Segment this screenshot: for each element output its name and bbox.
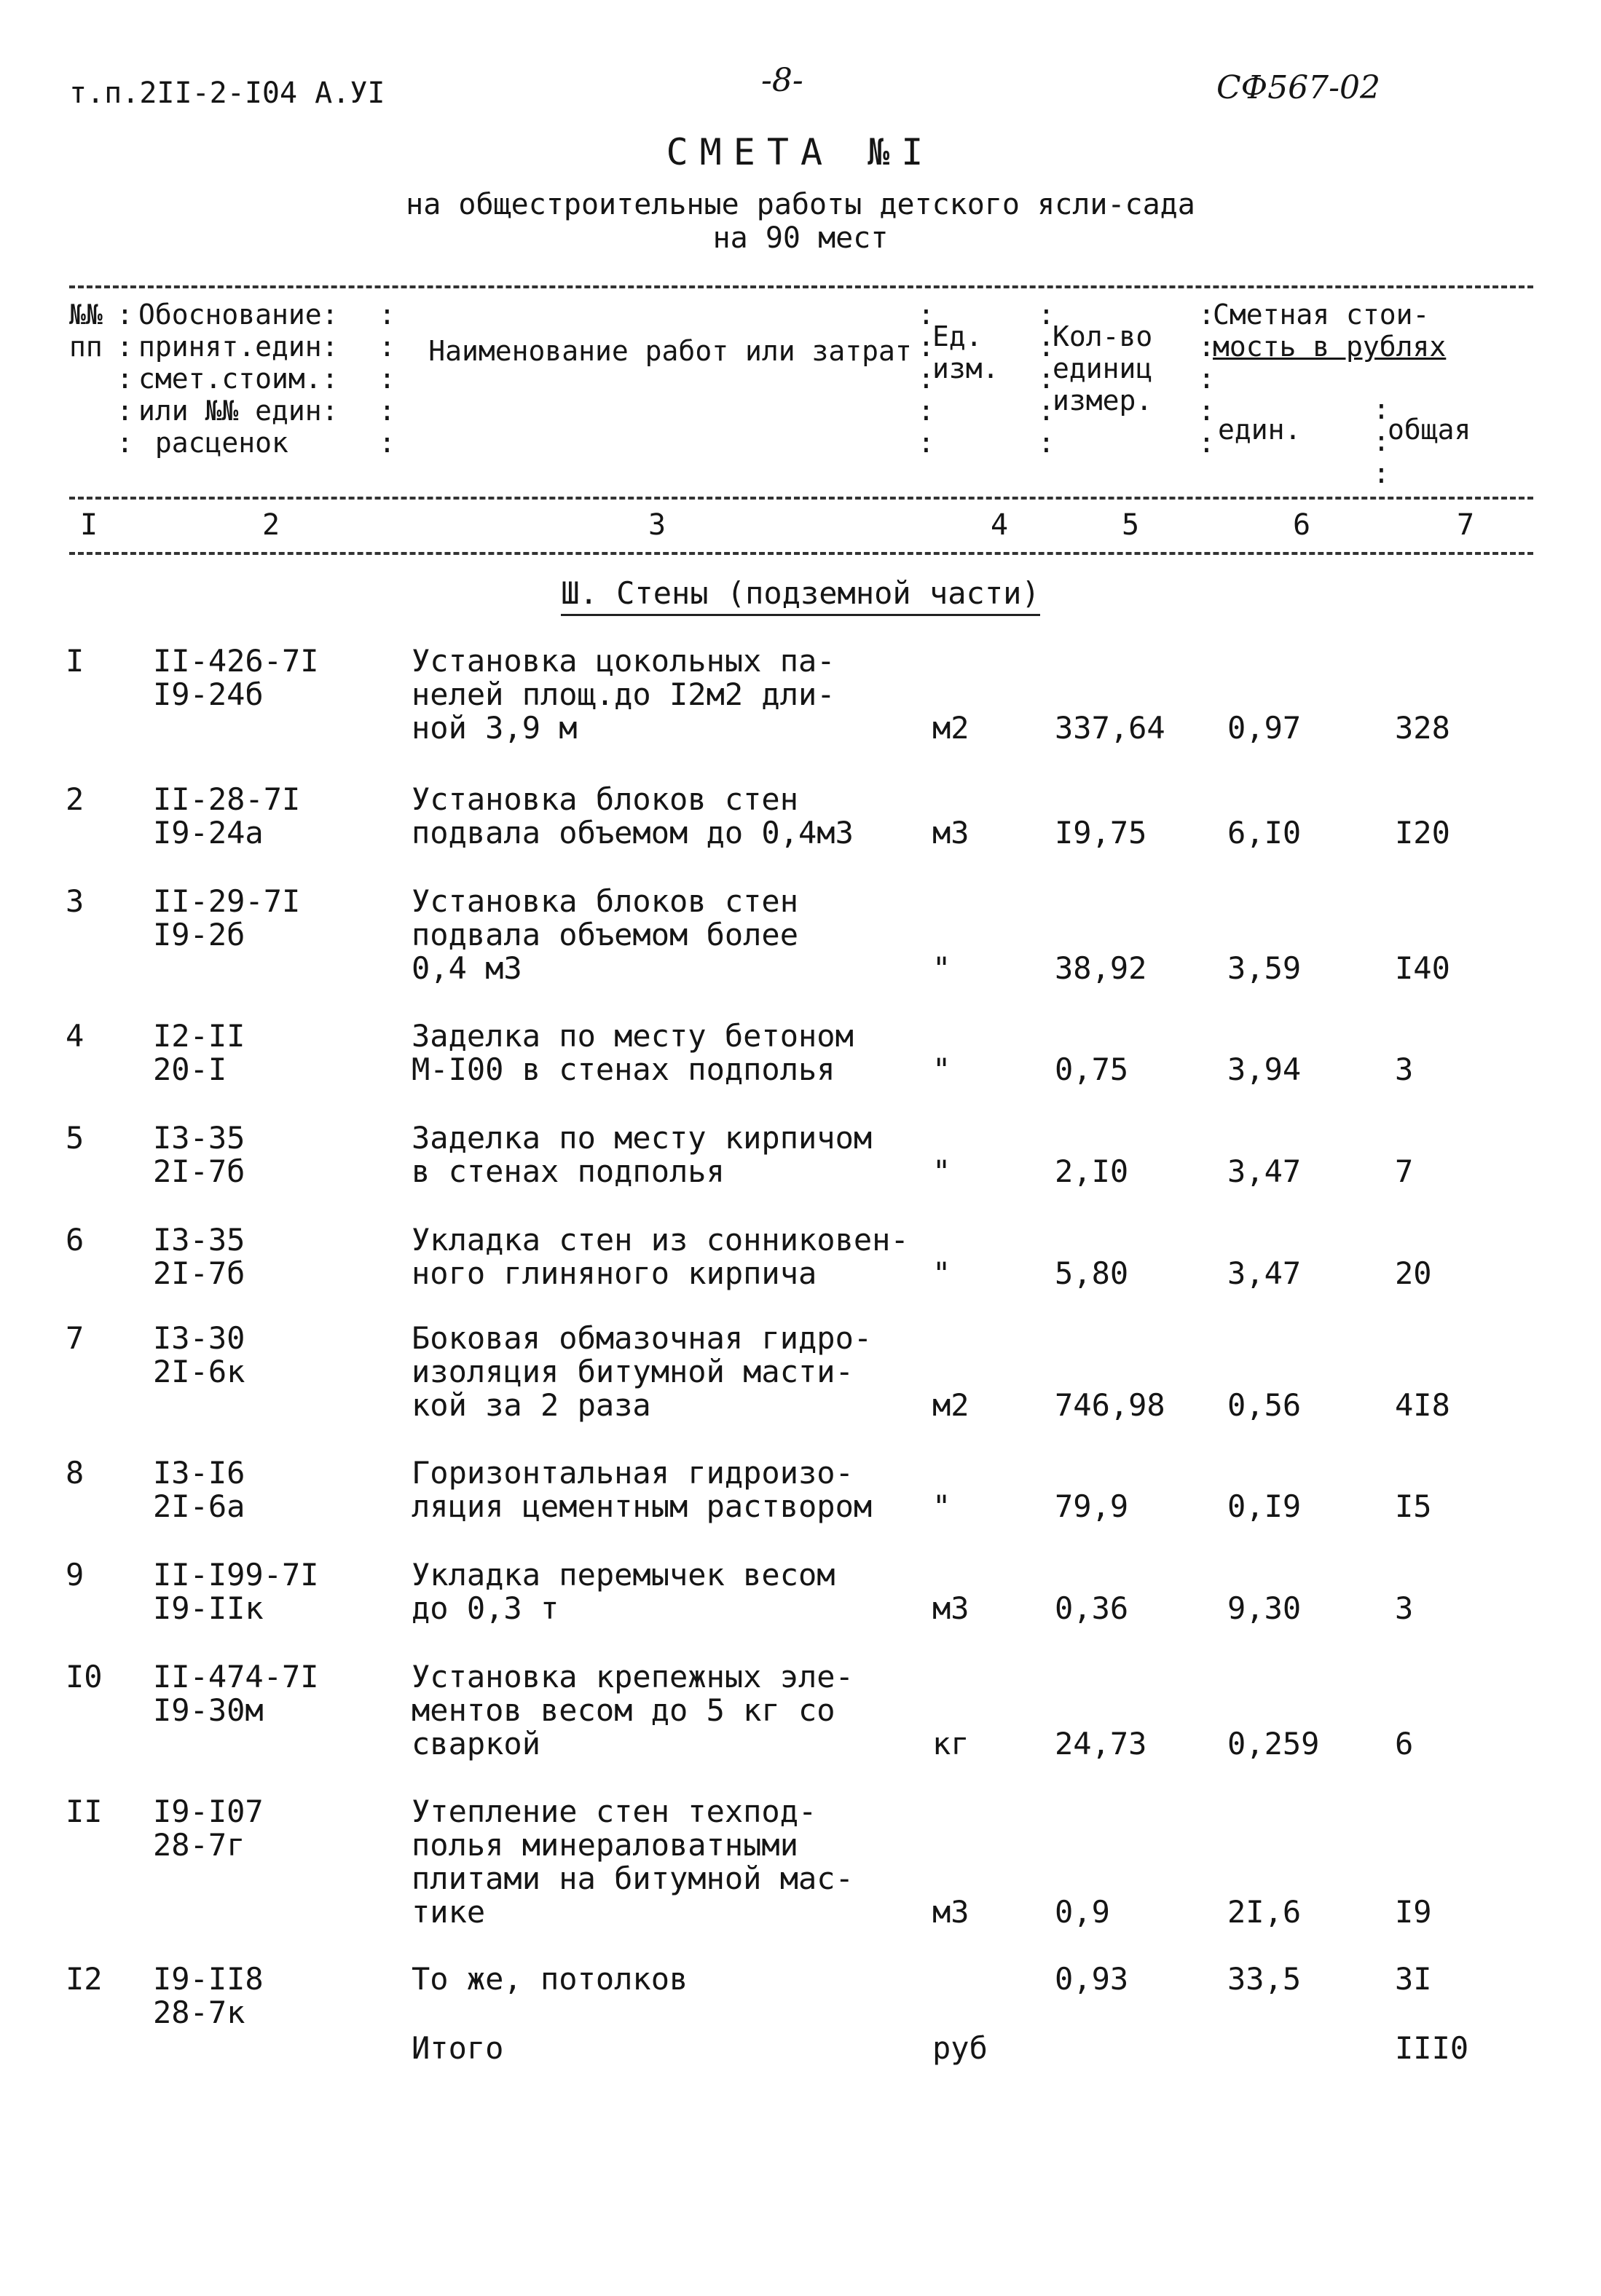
column-separator: : : : : : bbox=[379, 299, 396, 459]
row-number: 3 bbox=[66, 883, 84, 919]
column-separator: : : : : : bbox=[1038, 299, 1055, 459]
column-number: 7 bbox=[1457, 508, 1475, 542]
row-unit: " bbox=[932, 1488, 951, 1524]
row-quantity: 337,64 bbox=[1055, 710, 1165, 746]
row-work-name: Установка цокольных па- нелей площ.до I2м2 дли- ной 3,9 м bbox=[412, 643, 835, 746]
row-total: I40 bbox=[1395, 950, 1450, 986]
row-basis: II-474-7I I9-30м bbox=[153, 1659, 319, 1728]
row-work-name: Боковая обмазочная гидро- изоляция битумной масти- кой за 2 раза bbox=[412, 1320, 873, 1423]
row-total: 7 bbox=[1395, 1153, 1414, 1189]
row-basis: I3-35 2I-7б bbox=[153, 1120, 245, 1189]
row-number: II bbox=[66, 1794, 103, 1829]
row-number: 9 bbox=[66, 1557, 84, 1593]
row-basis: I3-30 2I-6к bbox=[153, 1320, 245, 1389]
row-work-name: Установка блоков стен подвала объемом более 0,4 м3 bbox=[412, 883, 799, 986]
row-work-name: Горизонтальная гидроизо- ляция цементным раствором bbox=[412, 1455, 873, 1524]
document-code: т.п.2II-2-I04 А.УI bbox=[69, 76, 385, 110]
row-total: 328 bbox=[1395, 710, 1450, 746]
row-number: I bbox=[66, 643, 84, 679]
row-total: I5 bbox=[1395, 1488, 1432, 1524]
subtitle-line-1: на общестроительные работы детского ясли-сада bbox=[406, 188, 1195, 221]
row-quantity: 0,9 bbox=[1055, 1894, 1110, 1930]
row-unit-price: 9,30 bbox=[1227, 1590, 1302, 1626]
row-work-name: Укладка перемычек весом до 0,3 т bbox=[412, 1557, 835, 1626]
column-separator: : : : : : bbox=[117, 299, 133, 459]
cost-header-line-2: мость в рублях bbox=[1213, 331, 1447, 363]
row-number: I0 bbox=[66, 1659, 103, 1695]
handwritten-stamp: СФ567-02 bbox=[1216, 69, 1381, 106]
row-total: 4I8 bbox=[1395, 1387, 1450, 1423]
row-number: 4 bbox=[66, 1018, 84, 1054]
row-unit: " bbox=[932, 1255, 951, 1291]
row-total: 3 bbox=[1395, 1590, 1414, 1626]
page-number: -8- bbox=[761, 62, 803, 99]
column-header-quantity: Кол-во единиц измер. bbox=[1053, 320, 1153, 417]
column-header-name: Наименование работ или затрат bbox=[428, 335, 912, 367]
row-basis: I9-II8 28-7к bbox=[153, 1961, 264, 2030]
row-work-name: То же, потолков bbox=[412, 1961, 688, 1997]
total-value: III0 bbox=[1395, 2030, 1469, 2066]
row-unit-price: 0,I9 bbox=[1227, 1488, 1302, 1524]
row-number: 8 bbox=[66, 1455, 84, 1491]
row-basis: I2-II 20-I bbox=[153, 1018, 245, 1087]
row-work-name: Заделка по месту кирпичом в стенах подполья bbox=[412, 1120, 873, 1189]
row-work-name: Утепление стен техпод- полья минераловатными плитами на битумной мас- тике bbox=[412, 1794, 854, 1930]
section-title bbox=[0, 575, 1601, 611]
document-subtitle bbox=[0, 188, 1601, 255]
row-quantity: 0,93 bbox=[1055, 1961, 1129, 1997]
row-unit-price: 2I,6 bbox=[1227, 1894, 1302, 1930]
row-unit-price: 3,47 bbox=[1227, 1153, 1302, 1189]
row-total: I9 bbox=[1395, 1894, 1432, 1930]
header-bottom-rule bbox=[69, 497, 1533, 500]
row-total: I20 bbox=[1395, 815, 1450, 851]
column-number: 3 bbox=[648, 508, 666, 542]
column-header-basis: Обоснование: принят.един: смет.стоим.: или №№ един: расценок bbox=[138, 299, 339, 459]
row-unit: м3 bbox=[932, 1590, 969, 1626]
row-quantity: 38,92 bbox=[1055, 950, 1147, 986]
row-quantity: 79,9 bbox=[1055, 1488, 1129, 1524]
column-separator: : : : : : bbox=[1198, 299, 1215, 459]
row-unit-price: 0,97 bbox=[1227, 710, 1302, 746]
row-basis: I9-I07 28-7г bbox=[153, 1794, 264, 1863]
row-total: 20 bbox=[1395, 1255, 1432, 1291]
subtitle-line-2: на 90 мест bbox=[712, 221, 889, 255]
row-work-name: Установка крепежных эле- ментов весом до 5 кг со сваркой bbox=[412, 1659, 854, 1762]
row-number: 6 bbox=[66, 1222, 84, 1258]
column-number: 5 bbox=[1122, 508, 1140, 542]
row-basis: II-29-7I I9-2б bbox=[153, 883, 301, 952]
column-header-unit-cost: един. bbox=[1218, 414, 1302, 446]
row-unit-price: 0,56 bbox=[1227, 1387, 1302, 1423]
section-title-text: Ш. Стены (подземной части) bbox=[561, 575, 1039, 616]
row-basis: II-426-7I I9-24б bbox=[153, 643, 319, 712]
column-number: 4 bbox=[991, 508, 1009, 542]
row-number: 7 bbox=[66, 1320, 84, 1356]
row-work-name: Укладка стен из сонниковен- ного глиняного кирпича bbox=[412, 1222, 909, 1291]
row-total: 3 bbox=[1395, 1052, 1414, 1087]
row-unit: м2 bbox=[932, 1387, 969, 1423]
column-numbers-rule bbox=[69, 552, 1533, 555]
row-basis: II-I99-7I I9-IIк bbox=[153, 1557, 319, 1626]
row-quantity: 2,I0 bbox=[1055, 1153, 1129, 1189]
row-unit-price: 6,I0 bbox=[1227, 815, 1302, 851]
row-basis: I3-35 2I-7б bbox=[153, 1222, 245, 1291]
row-number: 5 bbox=[66, 1120, 84, 1156]
document-title: СМЕТА №I bbox=[666, 131, 935, 173]
row-number: I2 bbox=[66, 1961, 103, 1997]
row-quantity: 0,75 bbox=[1055, 1052, 1129, 1087]
row-number: 2 bbox=[66, 781, 84, 817]
row-unit: м3 bbox=[932, 1894, 969, 1930]
row-total: 6 bbox=[1395, 1726, 1414, 1762]
row-basis: I3-I6 2I-6а bbox=[153, 1455, 245, 1524]
row-unit-price: 3,47 bbox=[1227, 1255, 1302, 1291]
column-separator: : : : : : bbox=[918, 299, 935, 459]
column-number: I bbox=[80, 508, 98, 542]
row-work-name: Заделка по месту бетоном М-I00 в стенах подполья bbox=[412, 1018, 854, 1087]
column-header-cost bbox=[1213, 299, 1446, 363]
total-unit: руб bbox=[932, 2030, 988, 2066]
column-separator: : : : bbox=[1373, 393, 1390, 489]
row-unit: м3 bbox=[932, 815, 969, 851]
row-quantity: 5,80 bbox=[1055, 1255, 1129, 1291]
row-total: 3I bbox=[1395, 1961, 1432, 1997]
row-quantity: 24,73 bbox=[1055, 1726, 1147, 1762]
row-unit: м2 bbox=[932, 710, 969, 746]
cost-header-line-1: Сметная стои- bbox=[1213, 299, 1430, 331]
column-number: 2 bbox=[262, 508, 280, 542]
row-unit-price: 3,59 bbox=[1227, 950, 1302, 986]
row-quantity: 746,98 bbox=[1055, 1387, 1165, 1423]
row-unit-price: 3,94 bbox=[1227, 1052, 1302, 1087]
row-unit: кг bbox=[932, 1726, 969, 1762]
header-top-rule bbox=[69, 285, 1533, 288]
row-unit: " bbox=[932, 950, 951, 986]
row-unit: " bbox=[932, 1153, 951, 1189]
column-header-total-cost: общая bbox=[1388, 414, 1471, 446]
row-quantity: I9,75 bbox=[1055, 815, 1147, 851]
row-quantity: 0,36 bbox=[1055, 1590, 1129, 1626]
column-header-number: №№ пп bbox=[69, 299, 103, 363]
column-number: 6 bbox=[1293, 508, 1311, 542]
row-basis: II-28-7I I9-24а bbox=[153, 781, 301, 851]
row-unit-price: 33,5 bbox=[1227, 1961, 1302, 1997]
column-header-unit: Ед. изм. bbox=[932, 320, 999, 384]
total-label: Итого bbox=[412, 2030, 504, 2066]
row-unit-price: 0,259 bbox=[1227, 1726, 1320, 1762]
row-unit: " bbox=[932, 1052, 951, 1087]
row-work-name: Установка блоков стен подвала объемом до 0,4м3 bbox=[412, 781, 854, 851]
